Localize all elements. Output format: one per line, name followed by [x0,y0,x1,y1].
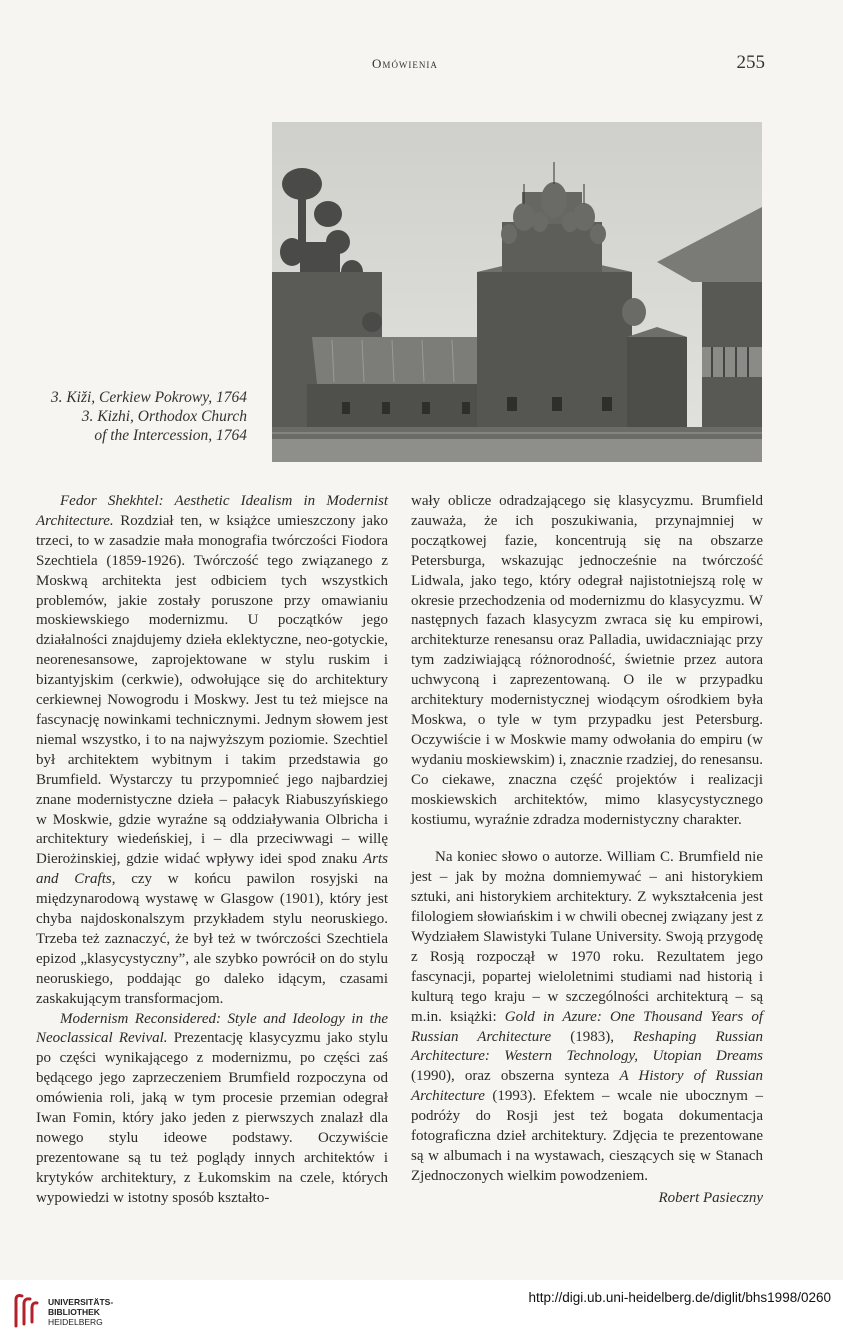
digital-copy-url-link[interactable]: http://digi.ub.uni-heidelberg.de/diglit/bhs1998/0260 [528,1290,831,1305]
page-number: 255 [736,52,765,73]
church-photograph [272,122,762,462]
paragraph-classicism-continued: wały oblicze odradzającego się klasycyzmu. Brumfield zauważa, że ich poszukiwania, przynajmniej w początkowej fazie, koncentrują się na obszarze Petersburga, wskazując jednocześnie na twórczość Lidwala, jako tego, który odegrał najistotniejszą rolę w okresie przechodzenia od modernizmu do klasycyzmu. W następnych fazach klasycyzm zwraca się ku empirowi, architekturze renesansu oraz Palladia, uwidaczniając przy tym zadziwiającą różnorodność, świetnie przez autora uchwyconą i zaprezentowaną. O ile w przypadku architektury modernistycznej wiodącym ośrodkiem była Moskwa, o tyle w tym przypadku jest Petersburg. Oczywiście i w Moskwie mamy odwołania do empiru (w wydaniu moskiewskim) i, znacznie rzadziej, do renesansu. Co ciekawe, znaczna część projektów i realizacji moskiewskich architektów, mimo klasycystycznego kostiumu, wyraźnie zdradza modernistyczny charakter. [411,493,763,828]
library-name-line-1: UNIVERSITÄTS- [48,1297,114,1307]
library-name [48,1297,113,1327]
paragraph-text: Prezentację klasycyzmu jako stylu po części wynikającego z modernizmu, po części zaś będącego jego zaprzeczeniem Brumfield rozpoczyna od omówienia roli, jaką w tym procesie przemian odegrał Iwan Fomin, który jako jeden z pierwszych znalazł dla nowego stylu ideowe podstawy. Oczywiście prezentowane są tu też poglądy innych architektów i krytyków architektury, z Łukomskim na czele, których wypowiedzi w istotny sposób kształto- [36,1030,388,1206]
book-title-gold-in-azure: Gold in Azure: One Thousand Years of Russian Architecture [411,1008,763,1045]
right-text-column [411,492,763,1209]
chapter-title-modernism: Modernism Reconsidered: Style and Ideology in the Neoclassical Revival. [36,1010,388,1047]
paragraph-text: , czy w końcu pawilon rosyjski na międzynarodową wystawę w Glasgow (1901), który jest chyba najdoskonalszym przykładem stylu neoruskiego. Trzeba też zaznaczyć, że był też w twórczości Szechtiela epizod „klasycystyczny”, ale szybko powrócił on do stylu neoruskiego, poddając go daleko idącym, czasami zaskakującym transformacjom. [36,871,389,1007]
running-head: Omówienia [372,56,438,71]
left-text-column [36,492,388,1209]
university-library-logo-icon [12,1290,40,1330]
library-name-line-3: HEIDELBERG [48,1317,103,1327]
paragraph-about-author [411,848,763,1186]
author-signature: Robert Pasieczny [658,1189,763,1206]
library-name-line-2: BIBLIOTHEK [48,1307,100,1317]
arts-and-crafts-term: Arts and Crafts [36,851,388,888]
caption-english-line-1: 3. Kizhi, Orthodox Church [81,408,247,425]
paragraph-modernism-reconsidered [36,1010,388,1209]
book-title-reshaping: Reshaping Russian Architecture: Western Technology, Utopian Dreams [411,1028,763,1065]
paragraph-shekhtel [36,492,388,1010]
figure-caption [20,388,247,445]
paragraph-text: Na koniec słowo o autorze. William C. Brumfield nie jest – jak by można domniemywać – ani historykiem sztuki, ani historykiem architektury. Z wykształcenia jest filologiem słowiańskim i w chwili obecnej związany jest z Wydziałem Slawistyki Tulane University. Swoją przygodę z Rosją rozpoczął w 1970 roku. Rezultatem jego fascynacji, popartej wieloletnimi studiami nad historią i kulturą tego kraju – w szczególności architekturą – są m.in. książki: [411,849,763,1025]
paragraph-text: (1993). Efektem – wcale nie ubocznym – podróży do Rosji jest też bogata dokumentacja fotograficzna dzieł architektury. Zdjęcia te prezentowane są w albumach i na wystawach, cieszących się w Stanach Zjednoczonych wielkim powodzeniem. [411,1088,763,1184]
chapter-title-shekhtel: Fedor Shekhtel: Aesthetic Idealism in Modernist Architecture. [36,493,388,529]
paragraph-text: (1990), oraz obszerna synteza [411,1068,620,1085]
paragraph-text: (1983), [551,1028,634,1045]
paragraph-text: Rozdział ten, w książce umieszczony jako trzeci, to w zasadzie mała monografia twórczości Fiodora Szechtiela (1859-1926). Twórczość tego związanego z Moskwą architekta jest odbiciem tych wszystkich problemów, jakie zostały poruszone przy omawianiu moskiewskiego modernizmu. U początków jego działalności znajdujemy dzieła eklektyczne, neo-gotyckie, neorenesansowe, zaprojektowane w stylu ruskim i bizantyjskim (cerkwie), odwołujące się do architektury cerkiewnej Nowogrodu i Moskwy. Jest tu też miejsce na fascynację nowinkami technicznymi. Jednym słowem jest niemal wszystko, i to na najwyższym poziomie. Szechtiel był architektem wybitnym i takim przedstawia go Brumfield. Wystarczy tu przypomnieć jego najbardziej znane modernistyczne dzieła – pałacyk Riabuszyńskiego w Moskwie, gdzie wyraźne są oddziaływania Olbricha i architektury wiedeńskiej, i – dla przeciwwagi – willę Dierożinskiej, gdzie widać wpływy idei spod znaku [36,512,388,868]
caption-polish: 3. Kiži, Cerkiew Pokrowy, 1764 [50,389,247,406]
caption-english-line-2: of the Intercession, 1764 [94,427,247,444]
book-title-history: A History of Russian Architecture [411,1068,763,1105]
